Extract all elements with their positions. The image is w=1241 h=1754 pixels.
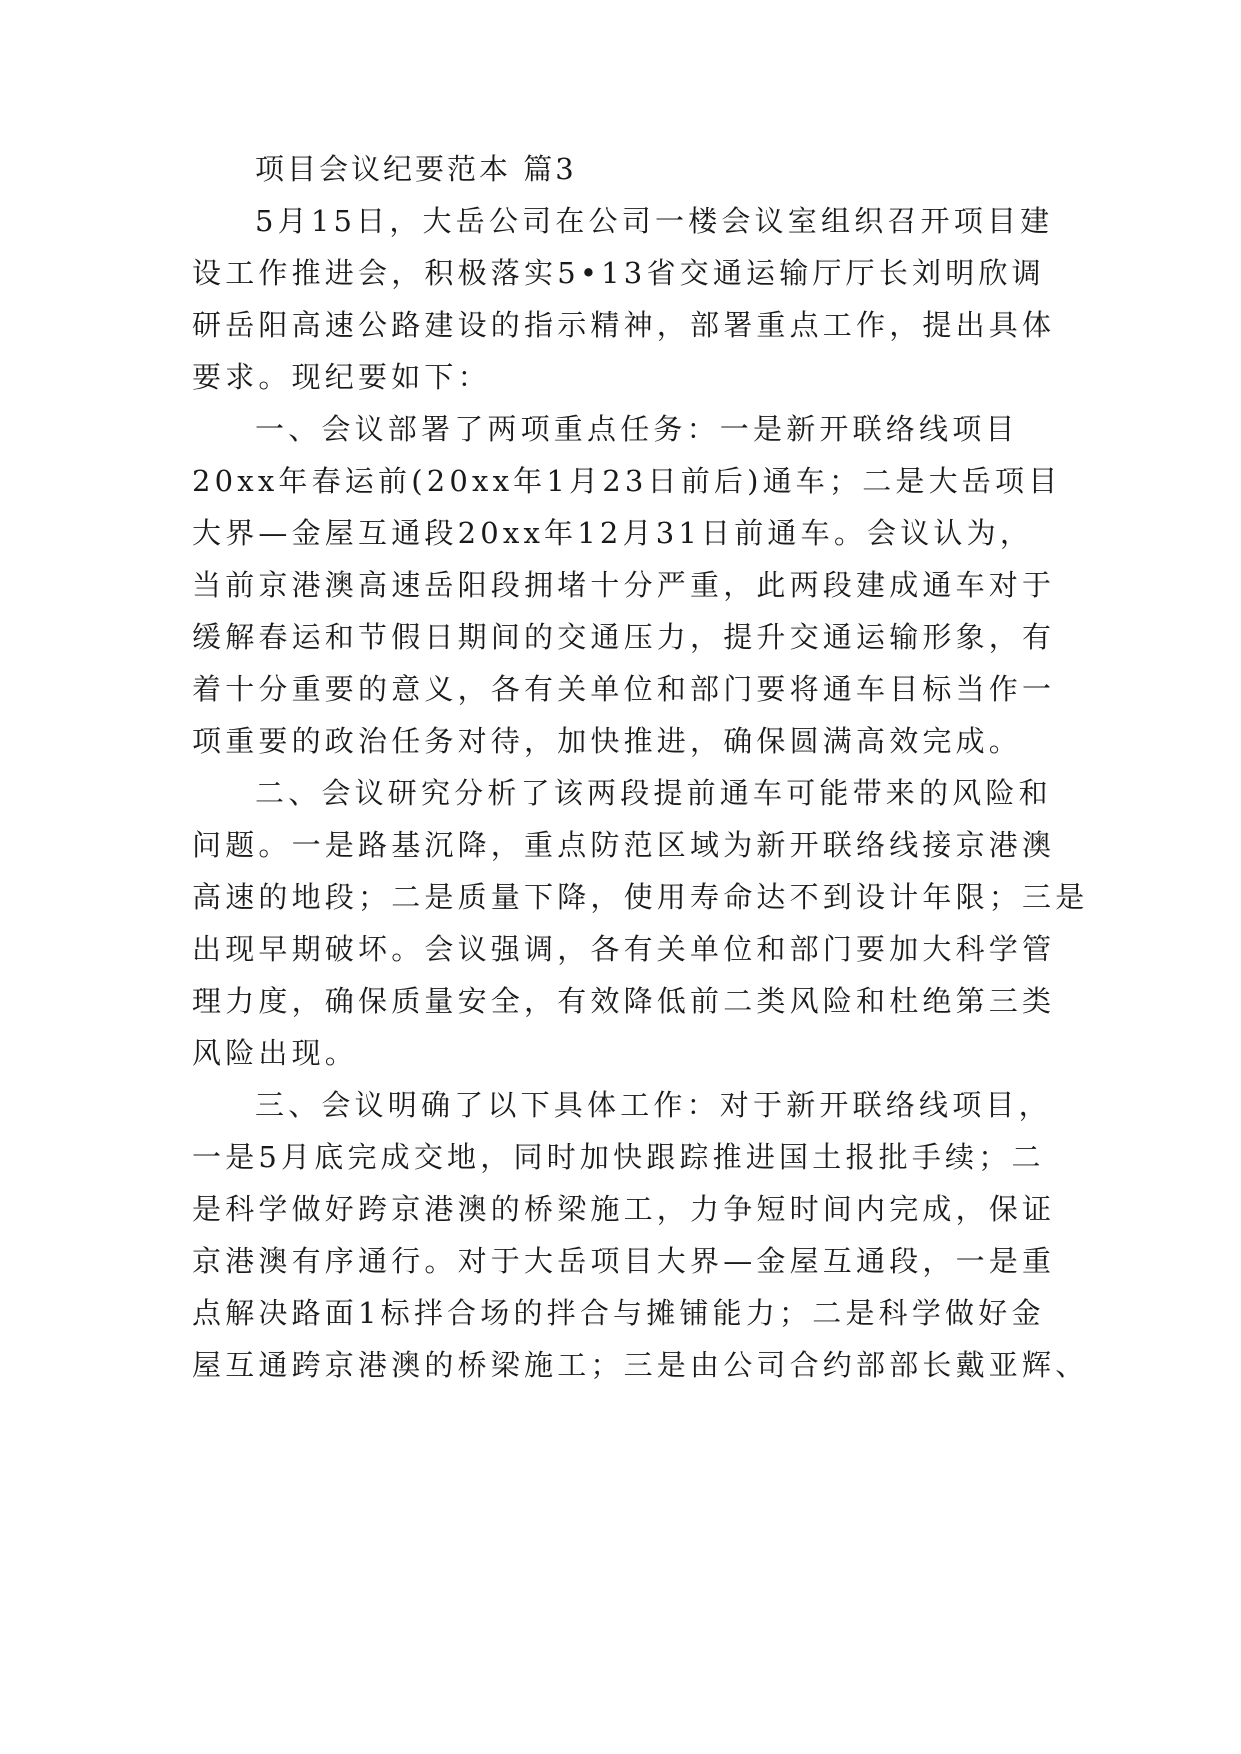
paragraph-line: 着十分重要的意义，各有关单位和部门要将通车目标当作一: [192, 672, 1056, 706]
paragraph-line: 是科学做好跨京港澳的桥梁施工，力争短时间内完成，保证: [192, 1192, 1056, 1226]
paragraph-line: 一、会议部署了两项重点任务：一是新开联络线项目: [255, 412, 1019, 446]
paragraph-line: 要求。现纪要如下：: [192, 360, 491, 394]
paragraph-line: 缓解春运和节假日期间的交通压力，提升交通运输形象，有: [192, 620, 1056, 654]
paragraph-line: 二、会议研究分析了该两段提前通车可能带来的风险和: [255, 776, 1052, 810]
paragraph-line: 20xx年春运前(20xx年1月23日前后)通车；二是大岳项目: [192, 464, 1062, 498]
paragraph-line: 点解决路面1标拌合场的拌合与摊铺能力；二是科学做好金: [192, 1296, 1045, 1330]
paragraph-line: 屋互通跨京港澳的桥梁施工；三是由公司合约部部长戴亚辉、: [192, 1348, 1089, 1382]
paragraph-line: 研岳阳高速公路建设的指示精神，部署重点工作，提出具体: [192, 308, 1056, 342]
paragraph-line: 设工作推进会，积极落实5•13省交通运输厅厅长刘明欣调: [192, 256, 1045, 290]
paragraph-line: 京港澳有序通行。对于大岳项目大界—金屋互通段，一是重: [192, 1244, 1056, 1278]
paragraph-line: 风险出现。: [192, 1036, 359, 1070]
paragraph-line: 理力度，确保质量安全，有效降低前二类风险和杜绝第三类: [192, 984, 1056, 1018]
paragraph-line: 问题。一是路基沉降，重点防范区域为新开联络线接京港澳: [192, 828, 1056, 862]
paragraph-line: 高速的地段；二是质量下降，使用寿命达不到设计年限；三是: [192, 880, 1089, 914]
paragraph-line: 大界—金屋互通段20xx年12月31日前通车。会议认为，: [192, 516, 1034, 550]
document-title: 项目会议纪要范本 篇3: [255, 152, 577, 186]
paragraph-line: 一是5月底完成交地，同时加快跟踪推进国土报批手续；二: [192, 1140, 1045, 1174]
paragraph-line: 项重要的政治任务对待，加快推进，确保圆满高效完成。: [192, 724, 1023, 758]
paragraph-line: 5月15日，大岳公司在公司一楼会议室组织召开项目建: [255, 204, 1054, 238]
paragraph-line: 出现早期破坏。会议强调，各有关单位和部门要加大科学管: [192, 932, 1056, 966]
paragraph-line: 三、会议明确了以下具体工作：对于新开联络线项目，: [255, 1088, 1052, 1122]
paragraph-line: 当前京港澳高速岳阳段拥堵十分严重，此两段建成通车对于: [192, 568, 1056, 602]
